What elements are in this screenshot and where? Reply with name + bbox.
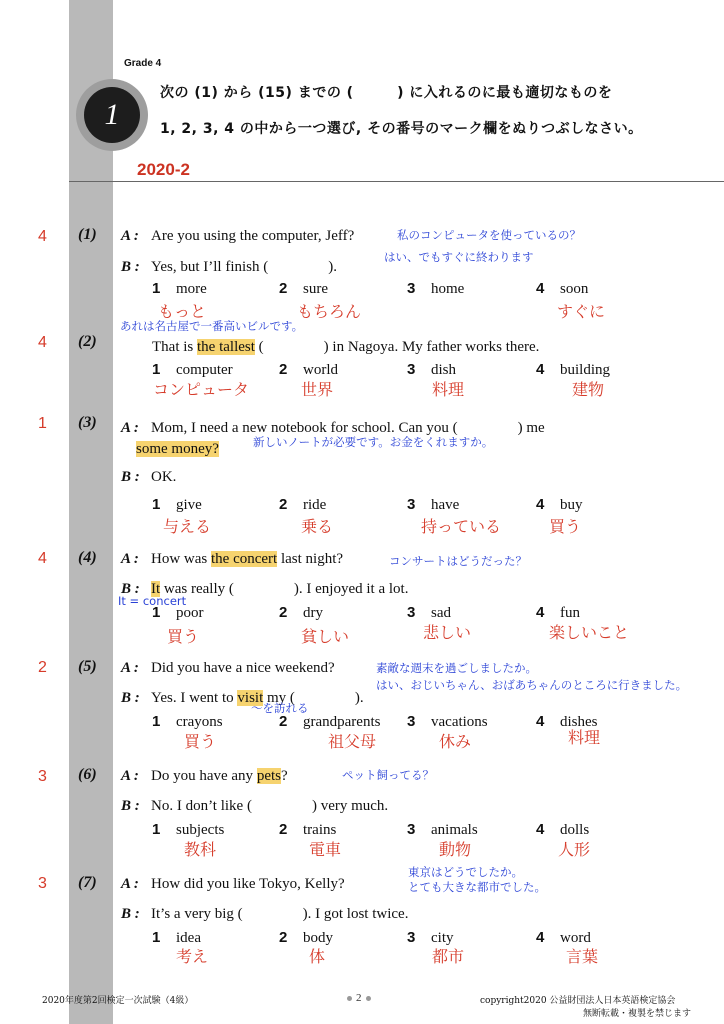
q6-b-text: No. I don’t like ( ) very much. xyxy=(151,798,389,814)
option-text: dolls xyxy=(560,822,590,838)
option-number: 3 xyxy=(407,713,416,730)
q7-line-a xyxy=(121,876,345,893)
q3-translation-1: 与える xyxy=(163,517,212,536)
q2-translation-4: 建物 xyxy=(572,380,605,399)
option-number: 2 xyxy=(279,604,288,621)
option-text: sad xyxy=(431,605,451,621)
option-number: 2 xyxy=(279,280,288,297)
option-text: subjects xyxy=(176,822,225,838)
option-number: 3 xyxy=(407,821,416,838)
q1-note-1: 私のコンピュータを使っているの？ xyxy=(397,228,581,242)
q1-option-2[interactable] xyxy=(279,280,328,298)
q4-translation-4: 楽しいこと xyxy=(549,623,630,642)
q5-translation-3: 休み xyxy=(439,732,472,751)
q5-translation-4: 料理 xyxy=(568,728,601,747)
option-text: idea xyxy=(176,930,201,946)
q3-b-text: OK. xyxy=(151,469,177,485)
speaker-a-label: A : xyxy=(121,551,139,567)
option-text: grandparents xyxy=(303,714,381,730)
option-text: world xyxy=(303,362,338,378)
option-text: dishes xyxy=(560,714,598,730)
q7-line-b xyxy=(121,902,408,923)
q3-a-text: Mom, I need a new notebook for school. Can you ( ) me xyxy=(151,420,545,436)
q7-note-2: とても大きな都市でした。 xyxy=(408,880,546,894)
page-number: 2 xyxy=(356,992,362,1004)
q4-option-2[interactable] xyxy=(279,604,323,622)
option-number: 1 xyxy=(152,821,161,838)
option-text: body xyxy=(303,930,333,946)
answer-key-q5: 2 xyxy=(38,659,47,676)
q7-translation-4: 言葉 xyxy=(566,947,599,966)
q7-b-text: It’s a very big ( ). I got lost twice. xyxy=(151,906,409,922)
exam-year: 2020-2 xyxy=(137,160,190,179)
q6-translation-3: 動物 xyxy=(439,840,472,859)
q2-translation-3: 料理 xyxy=(432,380,465,399)
question-number-q4: (4) xyxy=(78,549,97,566)
q1-translation-2: もちろん xyxy=(297,302,362,321)
option-number: 4 xyxy=(536,604,545,621)
q4-translation-2: 貧しい xyxy=(301,627,350,646)
header-divider xyxy=(69,181,724,182)
q6-line-a xyxy=(121,768,288,785)
option-text: animals xyxy=(431,822,478,838)
q4-option-1[interactable] xyxy=(152,604,204,622)
option-number: 3 xyxy=(407,361,416,378)
q7-translation-2: 体 xyxy=(309,947,326,966)
option-text: poor xyxy=(176,605,204,621)
q1-option-3[interactable] xyxy=(407,280,464,298)
q1-option-1[interactable] xyxy=(152,280,207,298)
speaker-a-label: A : xyxy=(121,228,139,244)
speaker-b-label: B : xyxy=(121,581,140,597)
q1-translation-4: すぐに xyxy=(557,302,606,321)
option-text: fun xyxy=(560,605,580,621)
speaker-b-label: B : xyxy=(121,690,140,706)
q3-note-1: 新しいノートが必要です。お金をくれますか。 xyxy=(253,435,494,449)
question-number-q1: (1) xyxy=(78,226,97,243)
option-text: word xyxy=(560,930,591,946)
option-number: 4 xyxy=(536,361,545,378)
speaker-b-label: B : xyxy=(121,798,140,814)
q3-highlight: some money? xyxy=(136,441,219,457)
q2-highlight: the tallest xyxy=(197,339,255,355)
q3-option-1[interactable] xyxy=(152,496,202,514)
q2-translation-1: コンピュータ xyxy=(153,380,250,399)
answer-key-q6: 3 xyxy=(38,768,47,785)
footer-copyright: copyright2020 公益財団法人日本英語検定協会 xyxy=(480,996,676,1006)
option-number: 2 xyxy=(279,496,288,513)
q2-text-post: ( ) in Nagoya. My father works there. xyxy=(254,339,540,355)
option-text: give xyxy=(176,497,202,513)
option-number: 4 xyxy=(536,821,545,838)
q5-line-a xyxy=(121,660,335,677)
section-number-badge: 1 xyxy=(84,87,140,143)
q6-translation-2: 電車 xyxy=(309,840,342,859)
q5-b-pre: Yes. I went to xyxy=(151,690,238,706)
option-number: 2 xyxy=(279,821,288,838)
option-number: 3 xyxy=(407,280,416,297)
answer-key-q4: 4 xyxy=(38,550,47,567)
option-text: trains xyxy=(303,822,337,838)
q1-note-2: はい、でもすぐに終わります xyxy=(384,250,534,264)
question-number-q7: (7) xyxy=(78,874,97,891)
option-number: 1 xyxy=(152,929,161,946)
q1-a-text: Are you using the computer, Jeff? xyxy=(151,228,355,244)
q3-line-a2 xyxy=(136,441,219,458)
instruction-line-1: 次の (1) から (15) までの ( ) に入れるのに最も適切なものを xyxy=(160,85,613,101)
option-number: 4 xyxy=(536,496,545,513)
grade-label: Grade 4 xyxy=(124,58,162,69)
q2-text-pre: That is xyxy=(152,339,197,355)
answer-key-q1: 4 xyxy=(38,228,47,245)
q1-option-4[interactable] xyxy=(536,280,588,298)
q6-a-highlight: pets xyxy=(256,768,281,784)
option-text: computer xyxy=(176,362,233,378)
q4-a-pre: How was xyxy=(151,551,211,567)
q4-line-a xyxy=(121,551,343,568)
q3-option-4[interactable] xyxy=(536,496,583,514)
q4-translation-1: 買う xyxy=(167,627,200,646)
q3-line-b xyxy=(121,469,176,486)
option-number: 2 xyxy=(279,361,288,378)
option-text: city xyxy=(431,930,454,946)
q6-note-1: ペット飼ってる？ xyxy=(342,768,434,782)
q5-translation-1: 買う xyxy=(184,732,217,751)
bullet-dot-icon xyxy=(366,996,371,1001)
question-number-q5: (5) xyxy=(78,658,97,675)
footer-rights: 無断転載・複製を禁じます xyxy=(583,1009,692,1019)
instruction-line-2: 1, 2, 3, 4 の中から一つ選び, その番号のマーク欄をぬりつぶしなさい。 xyxy=(160,121,643,137)
option-text: buy xyxy=(560,497,583,513)
q5-note-2: はい、おじいちゃん、おばあちゃんのところに行きました。 xyxy=(376,678,688,692)
option-number: 1 xyxy=(152,361,161,378)
q5-translation-2: 祖父母 xyxy=(328,732,377,751)
question-number-q3: (3) xyxy=(78,414,97,431)
answer-key-q3: 1 xyxy=(38,415,47,432)
q5-a-text: Did you have a nice weekend? xyxy=(151,660,335,676)
bullet-dot-icon xyxy=(347,996,352,1001)
option-text: crayons xyxy=(176,714,223,730)
q6-translation-4: 人形 xyxy=(558,840,591,859)
question-number-q2: (2) xyxy=(78,333,97,350)
q1-b-text: Yes, but I’ll finish ( ). xyxy=(151,259,337,275)
q3-translation-3: 持っている xyxy=(421,517,502,536)
option-text: sure xyxy=(303,281,328,297)
option-number: 4 xyxy=(536,713,545,730)
q6-a-post: ? xyxy=(280,768,288,784)
q7-a-text: How did you like Tokyo, Kelly? xyxy=(151,876,345,892)
option-text: soon xyxy=(560,281,589,297)
option-text: more xyxy=(176,281,207,297)
q1-line-a xyxy=(121,228,354,245)
speaker-a-label: A : xyxy=(121,768,139,784)
q2-note-1: あれは名古屋で一番高いビルです。 xyxy=(120,319,304,333)
q2-translation-2: 世界 xyxy=(301,380,334,399)
q5-line-b xyxy=(121,686,364,707)
speaker-a-label: A : xyxy=(121,876,139,892)
option-number: 3 xyxy=(407,929,416,946)
option-number: 2 xyxy=(279,713,288,730)
option-number: 4 xyxy=(536,929,545,946)
left-gray-bar xyxy=(69,0,113,1024)
q4-translation-3: 悲しい xyxy=(423,623,472,642)
q4-note-1: コンサートはどうだった？ xyxy=(389,554,527,568)
q5-note-1: 素敵な週末を過ごしましたか。 xyxy=(376,661,537,675)
question-number-q6: (6) xyxy=(78,766,97,783)
q1-translation-1: もっと xyxy=(158,302,207,321)
footer-exam-info: 2020年度第2回検定一次試験（4級） xyxy=(42,996,194,1006)
q5-b-highlight: visit xyxy=(237,690,264,706)
q7-note-1: 東京はどうでしたか。 xyxy=(408,865,523,879)
q4-note-2: It = concert xyxy=(118,594,187,608)
q2-line xyxy=(152,335,539,356)
speaker-b-label: B : xyxy=(121,259,140,275)
q3-translation-4: 買う xyxy=(549,517,582,536)
q3-translation-2: 乗る xyxy=(301,517,334,536)
q5-note-3: 〜を訪れる xyxy=(251,701,309,715)
answer-key-q7: 3 xyxy=(38,875,47,892)
answer-key-q2: 4 xyxy=(38,334,47,351)
option-number: 4 xyxy=(536,280,545,297)
option-number: 3 xyxy=(407,604,416,621)
q5-b-post: my ( ). xyxy=(263,690,364,706)
speaker-a-label: A : xyxy=(121,660,139,676)
option-number: 1 xyxy=(152,280,161,297)
option-number: 3 xyxy=(407,496,416,513)
q6-line-b xyxy=(121,794,388,815)
q7-translation-1: 考え xyxy=(176,947,209,966)
q4-b-post: was really ( ). I enjoyed it a lot. xyxy=(160,581,409,597)
q1-line-b xyxy=(121,255,337,276)
option-text: have xyxy=(431,497,460,513)
option-number: 1 xyxy=(152,604,161,621)
option-number: 2 xyxy=(279,929,288,946)
q4-b-highlight: It xyxy=(151,581,161,597)
option-text: dry xyxy=(303,605,323,621)
q3-option-3[interactable] xyxy=(407,496,459,514)
q6-a-pre: Do you have any xyxy=(151,768,257,784)
q4-a-post: last night? xyxy=(277,551,344,567)
speaker-b-label: B : xyxy=(121,469,140,485)
q7-translation-3: 都市 xyxy=(432,947,465,966)
option-text: ride xyxy=(303,497,327,513)
speaker-a-label: A : xyxy=(121,420,139,436)
option-text: vacations xyxy=(431,714,488,730)
option-text: home xyxy=(431,281,465,297)
q3-option-2[interactable] xyxy=(279,496,326,514)
page-number-group xyxy=(343,992,375,1004)
q4-a-highlight: the concert xyxy=(211,551,278,567)
q6-translation-1: 教科 xyxy=(184,840,217,859)
option-number: 1 xyxy=(152,713,161,730)
option-text: building xyxy=(560,362,611,378)
option-text: dish xyxy=(431,362,457,378)
speaker-b-label: B : xyxy=(121,906,140,922)
option-number: 1 xyxy=(152,496,161,513)
